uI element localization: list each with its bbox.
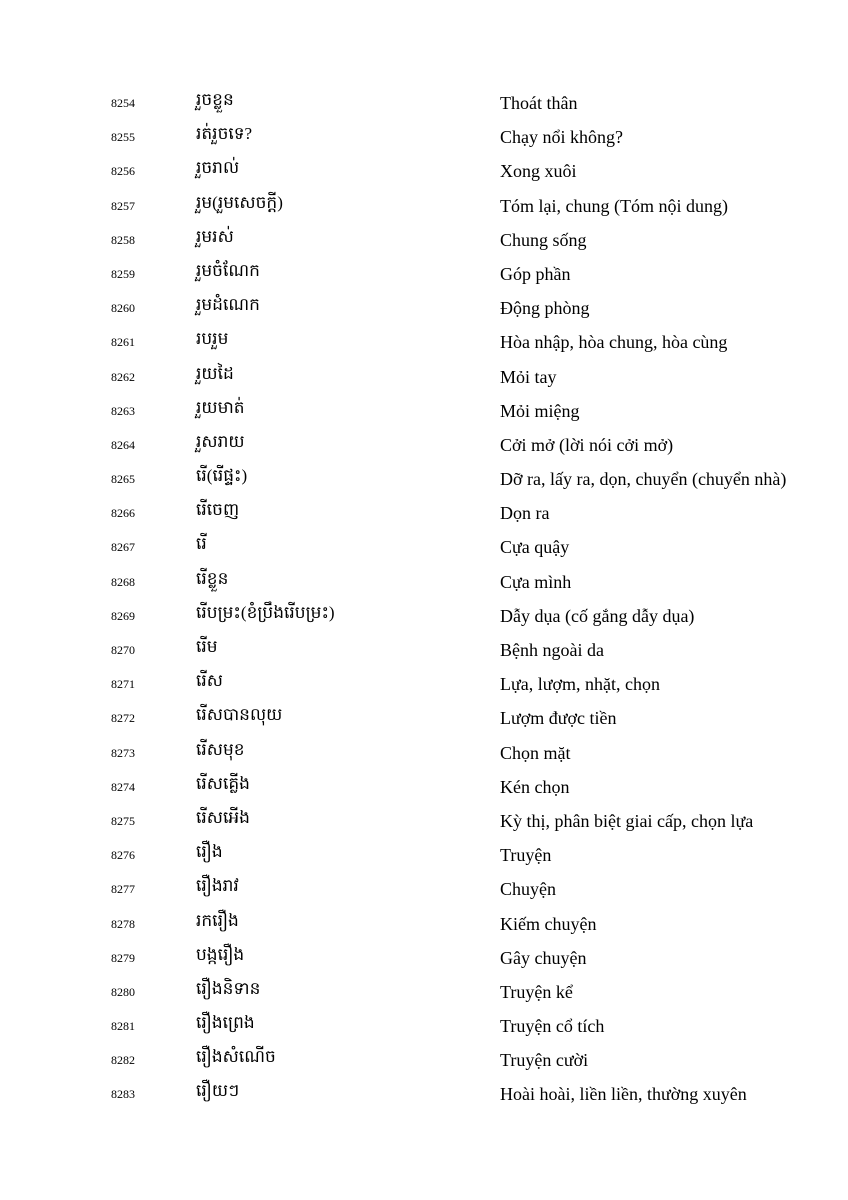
khmer-term: រួម(រួមសេចក្ដី) bbox=[196, 192, 283, 212]
entry-row bbox=[0, 428, 848, 462]
entry-row bbox=[0, 975, 848, 1009]
vietnamese-translation: Gây chuyện bbox=[500, 947, 587, 968]
vietnamese-translation: Cởi mở (lời nói cởi mở) bbox=[500, 434, 674, 455]
khmer-term: រួមចំណែក bbox=[196, 260, 260, 280]
khmer-term: រើស bbox=[196, 671, 223, 691]
entry-row bbox=[0, 1077, 848, 1111]
vietnamese-translation: Chuyện bbox=[500, 879, 556, 900]
khmer-term: រើសបានលុយ bbox=[196, 705, 283, 725]
entry-number: 8254 bbox=[111, 96, 135, 110]
khmer-term: រករឿង bbox=[196, 910, 239, 930]
khmer-term: រើសគ្លើង bbox=[196, 773, 250, 793]
khmer-term: រើសមុខ bbox=[196, 739, 245, 759]
vietnamese-translation: Dỡ ra, lấy ra, dọn, chuyển (chuyển nhà) bbox=[500, 469, 787, 490]
entry-row bbox=[0, 838, 848, 872]
vietnamese-translation: Mỏi miệng bbox=[500, 400, 580, 421]
entry-row bbox=[0, 257, 848, 291]
entry-number: 8266 bbox=[111, 506, 135, 521]
khmer-term: រើខ្លួន bbox=[196, 568, 229, 588]
vietnamese-translation: Dọn ra bbox=[500, 503, 550, 524]
khmer-term: រួមរស់ bbox=[196, 226, 234, 246]
entry-number: 8271 bbox=[111, 677, 135, 692]
entry-row bbox=[0, 701, 848, 735]
entry-row bbox=[0, 770, 848, 804]
khmer-term: រើ(រើផ្ទះ) bbox=[196, 466, 248, 486]
entry-row bbox=[0, 291, 848, 325]
vietnamese-translation: Truyện kể bbox=[500, 981, 573, 1002]
entry-row bbox=[0, 667, 848, 701]
vietnamese-translation: Hòa nhập, hòa chung, hòa cùng bbox=[500, 332, 728, 353]
vietnamese-translation: Lựa, lượm, nhặt, chọn bbox=[500, 674, 660, 695]
khmer-term: រួយមាត់ bbox=[196, 397, 245, 417]
entry-number: 8277 bbox=[111, 882, 135, 897]
khmer-term: របរួម bbox=[196, 329, 229, 349]
vietnamese-translation: Lượm được tiền bbox=[500, 708, 617, 729]
khmer-term: រើសអើង bbox=[196, 807, 250, 827]
khmer-term: រួមដំណេក bbox=[196, 295, 260, 315]
entry-list bbox=[0, 86, 848, 1112]
entry-number: 8283 bbox=[111, 1087, 135, 1102]
entry-row bbox=[0, 1009, 848, 1043]
entry-number: 8276 bbox=[111, 848, 135, 863]
vietnamese-translation: Truyện cổ tích bbox=[500, 1016, 605, 1037]
vietnamese-translation: Kén chọn bbox=[500, 776, 570, 797]
entry-row bbox=[0, 565, 848, 599]
entry-row bbox=[0, 325, 848, 359]
entry-row bbox=[0, 907, 848, 941]
entry-row bbox=[0, 736, 848, 770]
entry-row bbox=[0, 189, 848, 223]
khmer-term: រួចខ្លួន bbox=[196, 90, 234, 109]
khmer-term: រួចរាល់ bbox=[196, 158, 240, 178]
vietnamese-translation: Động phòng bbox=[500, 298, 590, 319]
vietnamese-translation: Cựa mình bbox=[500, 571, 572, 592]
entry-number: 8256 bbox=[111, 164, 135, 179]
khmer-term: រើ bbox=[196, 534, 207, 554]
entry-row bbox=[0, 599, 848, 633]
khmer-term: រឿងនិទាន bbox=[196, 978, 261, 998]
khmer-term: រឿងព្រេង bbox=[196, 1013, 255, 1033]
entry-number: 8264 bbox=[111, 437, 135, 452]
vietnamese-translation: Chọn mặt bbox=[500, 742, 571, 763]
khmer-term: រត់រួចទេ? bbox=[196, 124, 253, 144]
entry-number: 8260 bbox=[111, 301, 135, 316]
entry-number: 8272 bbox=[111, 711, 135, 726]
vietnamese-translation: Góp phần bbox=[500, 263, 571, 284]
khmer-term: រួសរាយ bbox=[196, 431, 245, 451]
entry-number: 8263 bbox=[111, 403, 135, 418]
vietnamese-translation: Chung sống bbox=[500, 229, 587, 250]
khmer-term: បង្ករឿង bbox=[196, 944, 245, 964]
vietnamese-translation: Hoài hoài, liền liền, thường xuyên bbox=[500, 1084, 747, 1105]
entry-number: 8255 bbox=[111, 130, 135, 145]
khmer-term: រឿយៗ bbox=[196, 1081, 240, 1101]
vietnamese-translation: Cựa quậy bbox=[500, 537, 570, 558]
vietnamese-translation: Kiếm chuyện bbox=[500, 913, 597, 934]
entry-number: 8269 bbox=[111, 608, 135, 623]
entry-row bbox=[0, 394, 848, 428]
entry-row bbox=[0, 530, 848, 564]
entry-row bbox=[0, 804, 848, 838]
khmer-term: រួយដៃ bbox=[196, 363, 234, 383]
entry-number: 8275 bbox=[111, 813, 135, 828]
khmer-term: រឿងសំណើច bbox=[196, 1047, 276, 1067]
vietnamese-translation: Kỳ thị, phân biệt giai cấp, chọn lựa bbox=[500, 810, 754, 831]
entry-row bbox=[0, 86, 848, 120]
entry-number: 8265 bbox=[111, 472, 135, 487]
entry-row bbox=[0, 360, 848, 394]
entry-number: 8280 bbox=[111, 984, 135, 999]
khmer-term: រឿងរាវ bbox=[196, 876, 239, 896]
entry-number: 8278 bbox=[111, 916, 135, 931]
vietnamese-translation: Truyện bbox=[500, 845, 552, 866]
entry-number: 8279 bbox=[111, 950, 135, 965]
vietnamese-translation: Mỏi tay bbox=[500, 366, 557, 387]
entry-number: 8273 bbox=[111, 745, 135, 760]
entry-number: 8270 bbox=[111, 643, 135, 657]
vietnamese-translation: Dẫy dụa (cố gắng dẫy dụa) bbox=[500, 605, 695, 626]
vietnamese-translation: Xong xuôi bbox=[500, 161, 577, 182]
entry-row bbox=[0, 633, 848, 667]
entry-number: 8257 bbox=[111, 198, 135, 213]
vietnamese-translation: Tóm lại, chung (Tóm nội dung) bbox=[500, 195, 728, 216]
vietnamese-translation: Bệnh ngoài da bbox=[500, 640, 604, 660]
khmer-term: រើចេញ bbox=[196, 500, 240, 520]
entry-row bbox=[0, 496, 848, 530]
vietnamese-translation: Truyện cười bbox=[500, 1050, 589, 1071]
entry-number: 8267 bbox=[111, 540, 135, 555]
entry-number: 8262 bbox=[111, 369, 135, 384]
vietnamese-translation: Chạy nổi không? bbox=[500, 127, 623, 148]
entry-number: 8281 bbox=[111, 1019, 135, 1034]
entry-row bbox=[0, 223, 848, 257]
entry-row bbox=[0, 120, 848, 154]
entry-row bbox=[0, 872, 848, 906]
khmer-term: រើម bbox=[196, 637, 218, 656]
entry-row bbox=[0, 462, 848, 496]
entry-number: 8259 bbox=[111, 266, 135, 281]
entry-number: 8282 bbox=[111, 1053, 135, 1068]
entry-number: 8258 bbox=[111, 232, 135, 247]
khmer-term: រើបម្រះ(ខំប្រឹងរើបម្រះ) bbox=[196, 602, 335, 622]
entry-number: 8261 bbox=[111, 335, 135, 350]
entry-number: 8268 bbox=[111, 574, 135, 589]
khmer-term: រឿង bbox=[196, 842, 223, 862]
vietnamese-translation: Thoát thân bbox=[500, 93, 578, 113]
entry-number: 8274 bbox=[111, 779, 135, 794]
entry-row bbox=[0, 941, 848, 975]
entry-row bbox=[0, 154, 848, 188]
entry-row bbox=[0, 1043, 848, 1077]
